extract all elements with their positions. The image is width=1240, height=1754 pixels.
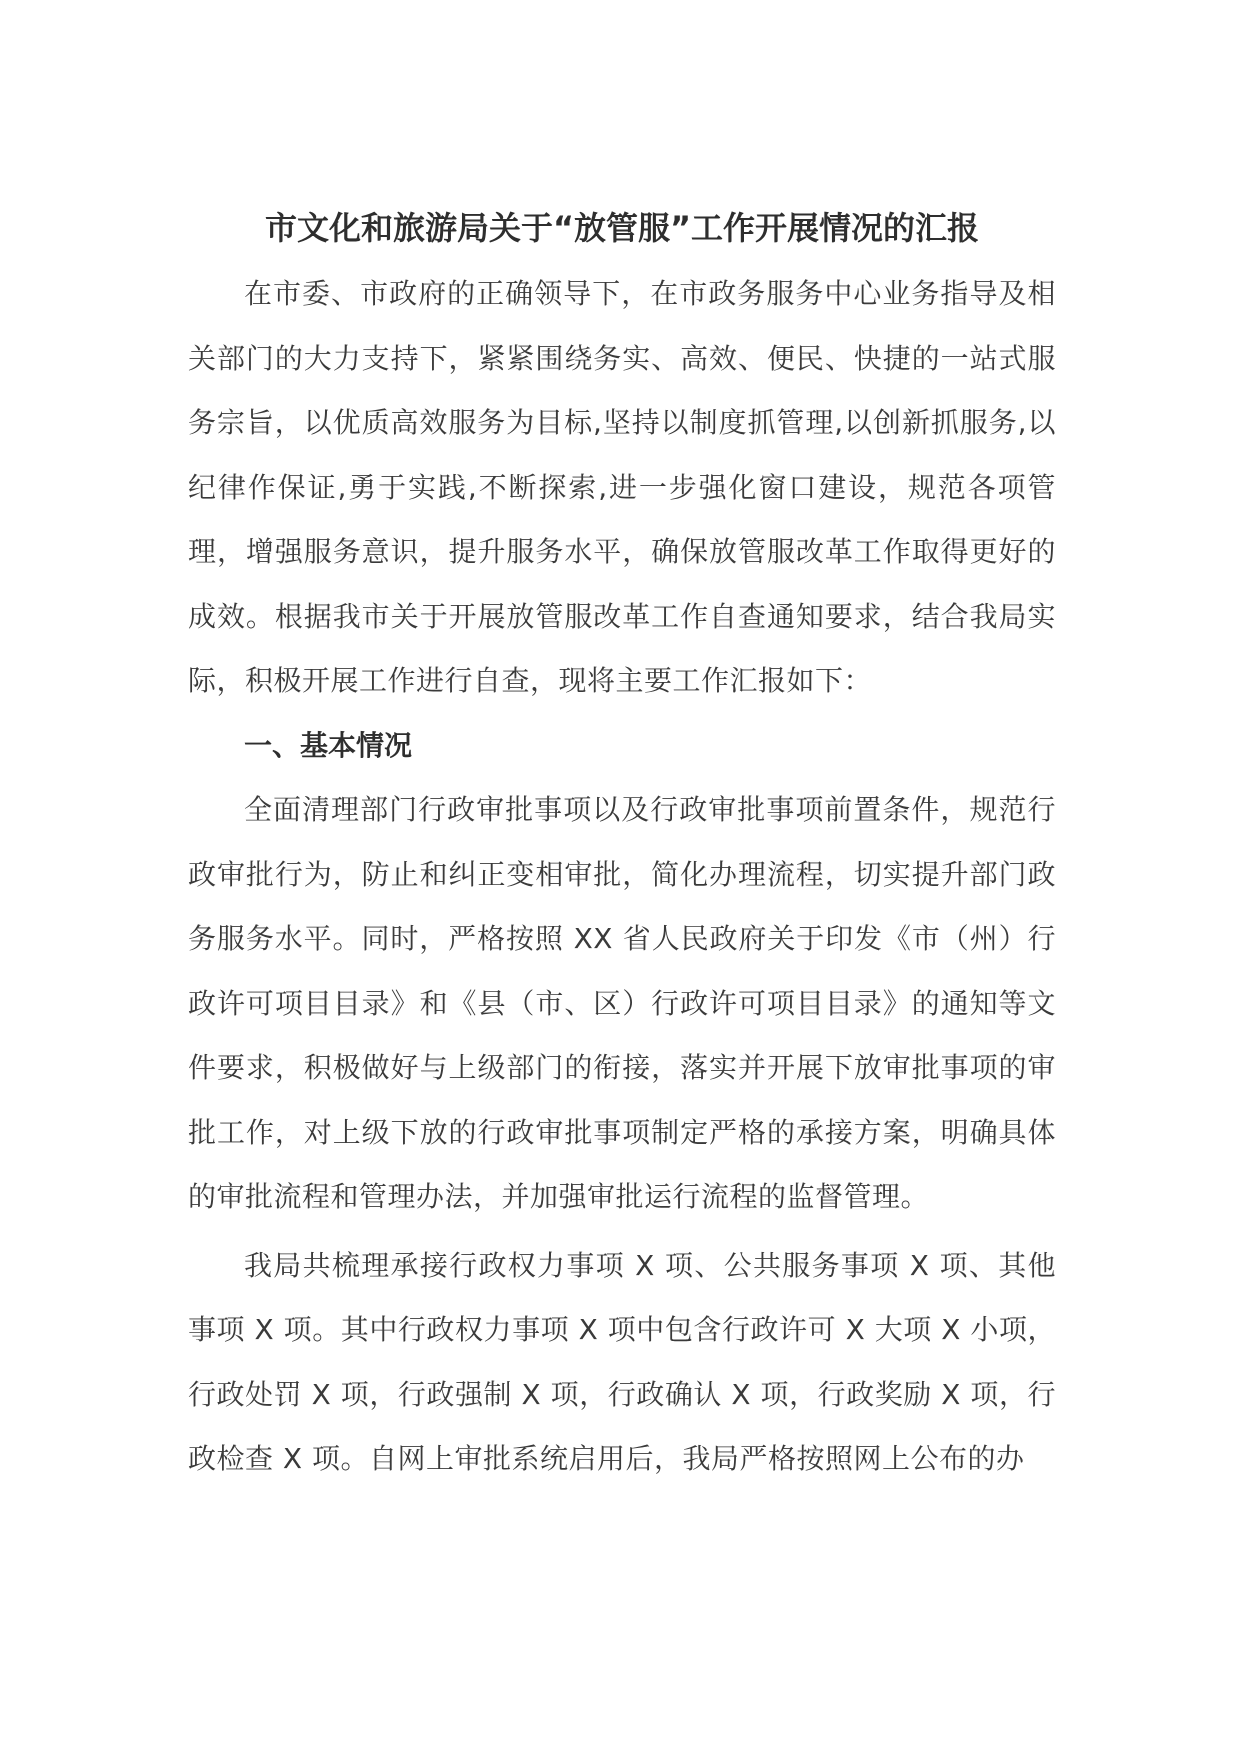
section-heading-basic: 一、基本情况 bbox=[244, 728, 413, 762]
document-title: 市文化和旅游局关于“放管服”工作开展情况的汇报 bbox=[264, 209, 980, 247]
document-body bbox=[188, 198, 1056, 1492]
paragraph-basic-situation: 全面清理部门行政审批事项以及行政审批事项前置条件，规范行政审批行为，防止和纠正变相审批，简化办理流程，切实提升部门政务服务水平。同时，严格按照 XX 省人民政府关于印发《市（州）行政许可项目目录》和《县（市、区）行政许可项目目录》的通知等文件要求，积极做好与上级部门的衔接，落实并开展下放审批事项的审批工作，对上级下放的行政审批事项制定严格的承接方案，明确具体的审批流程和管理办法，并加强审批运行流程的监督管理。 bbox=[188, 793, 1056, 1213]
paragraph-intro: 在市委、市政府的正确领导下，在市政务服务中心业务指导及相关部门的大力支持下，紧紧围绕务实、高效、便民、快捷的一站式服务宗旨，以优质高效服务为目标,坚持以制度抓管理,以创新抓服务,以纪律作保证,勇于实践,不断探索,进一步强化窗口建设，规范各项管理，增强服务意识，提升服务水平，确保放管服改革工作取得更好的成效。根据我市关于开展放管服改革工作自查通知要求，结合我局实际，积极开展工作进行自查，现将主要工作汇报如下： bbox=[188, 277, 1056, 697]
paragraph-item-counts: 我局共梳理承接行政权力事项 X 项、公共服务事项 X 项、其他事项 X 项。其中行政权力事项 X 项中包含行政许可 X 大项 X 小项，行政处罚 X 项，行政强制 X 项，行政确认 X 项，行政奖励 X 项，行政检查 X 项。自网上审批系统启用后，我局严格按照网上公布的办 bbox=[188, 1248, 1056, 1475]
